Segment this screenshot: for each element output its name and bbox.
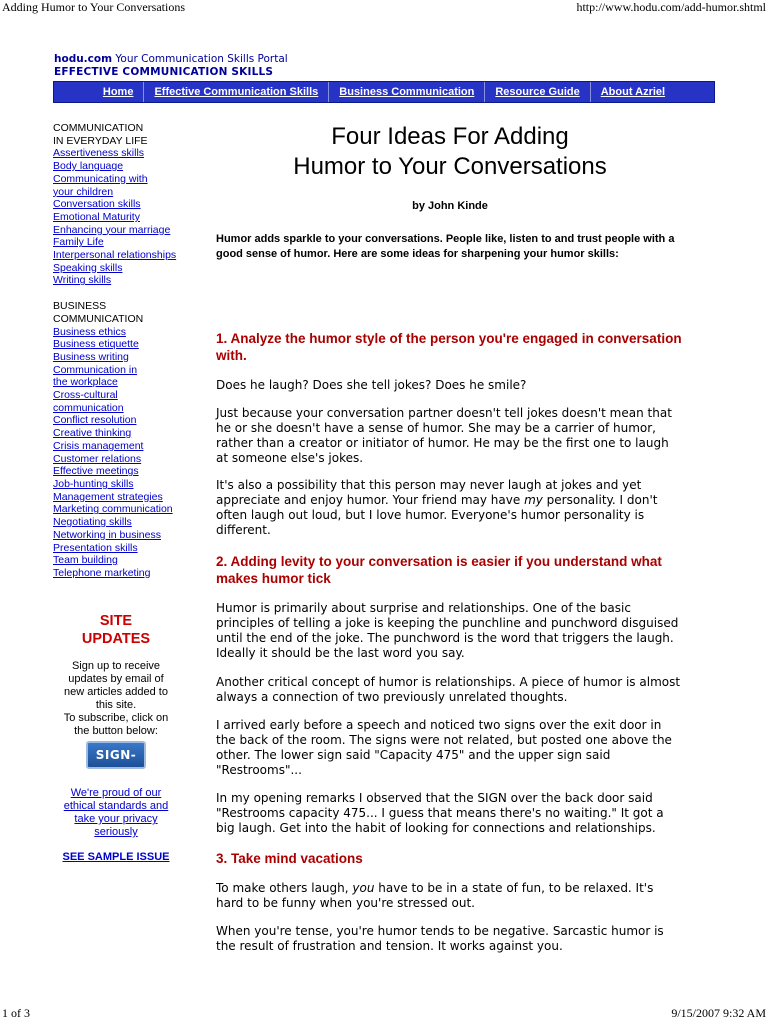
nav-resource-guide[interactable]: Resource Guide — [495, 86, 580, 98]
paragraph: Does he laugh? Does she tell jokes? Does he smile? — [216, 378, 527, 392]
paragraph: Humor is primarily about surprise and relationships. One of the basic principles of telling a joke is keeping the punchline and punchword disguised until the end of the joke. The punchword is the word that triggers the laugh. Ideally it should be the last word you say. — [216, 601, 679, 660]
section-heading-1: 1. Analyze the humor style of the person you're engaged in conversation with. — [216, 331, 682, 363]
nav-divider — [143, 82, 144, 102]
paragraph-text: It's also a possibility that this person may never laugh at jokes and yet appreciate and enjoy humor. Your friend may have — [216, 478, 642, 507]
site-brand[interactable]: hodu.com — [54, 53, 113, 65]
ethics-link[interactable]: seriously — [94, 826, 138, 838]
site-header — [54, 53, 288, 79]
sidebar-link[interactable]: your children — [53, 185, 114, 198]
print-header-title: Adding Humor to Your Conversations — [2, 0, 186, 14]
nav-effective-communication-skills[interactable]: Effective Communication Skills — [154, 86, 319, 98]
sidebar-link[interactable]: Business etiquette — [53, 338, 139, 351]
sidebar-link[interactable]: Creative thinking — [53, 427, 132, 440]
nav-home[interactable]: Home — [102, 86, 134, 98]
sidebar-link[interactable]: Job-hunting skills — [53, 477, 134, 490]
ethics-link[interactable]: take your privacy — [74, 813, 158, 825]
emphasis: you — [352, 881, 375, 895]
print-header — [0, 0, 768, 16]
updates-text: new articles added to — [64, 686, 168, 698]
sidebar-link[interactable]: Family Life — [53, 236, 104, 249]
sidebar-link[interactable]: Management strategies — [53, 490, 163, 503]
updates-title-2: UPDATES — [81, 631, 151, 647]
updates-text: the button below: — [74, 725, 158, 737]
site-subtitle: EFFECTIVE COMMUNICATION SKILLS — [54, 66, 274, 78]
nav-divider — [590, 82, 591, 102]
paragraph-text: personality. I don't often laugh out loud, but I love humor. Everyone's humor personality is different. — [216, 493, 658, 537]
updates-text: Sign up to receive — [71, 660, 161, 672]
sidebar — [53, 122, 183, 580]
section-heading-3: 3. Take mind vacations — [216, 851, 363, 866]
nav-about-azriel[interactable]: About Azriel — [600, 86, 666, 98]
sidebar-link[interactable]: Interpersonal relationships — [53, 249, 177, 262]
site-tagline: Your Communication Skills Portal — [112, 53, 288, 65]
article-title-line-2: Humor to Your Conversations — [293, 153, 607, 180]
sidebar-link[interactable]: Telephone marketing — [53, 566, 151, 579]
sidebar-link[interactable]: Assertiveness skills — [53, 147, 145, 160]
paragraph: When you're tense, you're humor tends to be negative. Sarcastic humor is the result of frustration and tension. It works against you. — [216, 924, 664, 953]
article-intro: Humor adds sparkle to your conversations. People like, listen to and trust people with a good sense of humor. Here are some ideas for sharpening your humor skills: — [216, 233, 675, 260]
site-updates-box — [53, 612, 179, 864]
sidebar-link[interactable]: the workplace — [53, 376, 118, 389]
updates-text: To subscribe, click on — [63, 712, 169, 724]
see-sample-issue-link[interactable]: SEE SAMPLE ISSUE — [62, 851, 170, 863]
sidebar-link[interactable]: Team building — [53, 554, 118, 567]
sidebar-link[interactable]: Writing skills — [53, 274, 112, 287]
signup-button[interactable]: SIGN-UP — [86, 741, 146, 769]
ethics-link[interactable]: ethical standards and — [63, 800, 169, 812]
sidebar-link[interactable]: Business ethics — [53, 325, 126, 338]
sidebar-link[interactable]: Body language — [53, 160, 124, 173]
sidebar-link[interactable]: Communicating with — [53, 172, 148, 185]
updates-text: this site. — [95, 699, 137, 711]
paragraph: I arrived early before a speech and noticed two signs over the exit door in the back of the room. The signs were not related, but posted one above the other. The lower sign said "Capacity 475" and the upper sign said "Restrooms"... — [216, 718, 672, 777]
paragraph-text: have to be in a state of fun, to be relaxed. It's hard to be funny when you're stressed out. — [216, 881, 654, 910]
nav-divider — [484, 82, 485, 102]
sidebar-link[interactable]: Communication in — [53, 363, 138, 376]
article-byline: by John Kinde — [412, 200, 488, 212]
updates-title-1: SITE — [99, 613, 133, 629]
print-footer-datetime: 9/15/2007 9:32 AM — [671, 1006, 766, 1020]
nav-business-communication[interactable]: Business Communication — [339, 86, 475, 98]
sidebar-link[interactable]: Conflict resolution — [53, 414, 137, 427]
sidebar-link[interactable]: Marketing communication — [53, 503, 173, 516]
sidebar-link[interactable]: Negotiating skills — [53, 516, 132, 529]
sidebar-link[interactable]: Emotional Maturity — [53, 210, 140, 223]
paragraph-text: To make others laugh, — [216, 881, 353, 895]
sidebar-link[interactable]: Networking in business — [53, 528, 161, 541]
sidebar-link[interactable]: Crisis management — [53, 439, 144, 452]
paragraph: Another critical concept of humor is relationships. A piece of humor is almost always a connection of two previously unrelated thoughts. — [216, 675, 681, 704]
print-header-url: http://www.hodu.com/add-humor.shtml — [576, 0, 766, 14]
sidebar-link[interactable]: Effective meetings — [53, 465, 139, 478]
sidebar-link[interactable]: Customer relations — [53, 452, 142, 465]
sidebar-link[interactable]: Conversation skills — [53, 198, 141, 211]
sidebar-heading-business-2: COMMUNICATION — [53, 312, 144, 325]
sidebar-link[interactable]: communication — [53, 401, 124, 414]
paragraph — [216, 478, 684, 538]
print-footer — [0, 1006, 768, 1022]
top-nav — [53, 81, 715, 103]
sidebar-link[interactable]: Cross-cultural — [53, 389, 118, 402]
print-footer-page: 1 of 3 — [2, 1006, 30, 1020]
sidebar-link[interactable]: Presentation skills — [53, 541, 138, 554]
paragraph — [216, 881, 684, 911]
sidebar-heading-business: BUSINESS — [53, 300, 107, 313]
emphasis: my — [524, 493, 543, 507]
nav-divider — [328, 82, 329, 102]
sidebar-heading-everyday-2: IN EVERYDAY LIFE — [53, 134, 148, 147]
ethics-link[interactable]: We're proud of our — [70, 787, 162, 799]
sidebar-heading-everyday: COMMUNICATION — [53, 122, 144, 134]
article-title — [216, 122, 684, 182]
sidebar-link[interactable]: Speaking skills — [53, 261, 123, 274]
sidebar-link[interactable]: Business writing — [53, 350, 129, 363]
updates-text: updates by email of — [68, 673, 164, 685]
paragraph: In my opening remarks I observed that the SIGN over the back door said "Restrooms capacity 475... I guess that means there's no waiting." It got a big laugh. Get into the habit of looking for connections and relationships. — [216, 791, 664, 835]
paragraph: Just because your conversation partner doesn't tell jokes doesn't mean that he or she doesn't have a sense of humor. She may be a carrier of humor, rather than a creator or initiator of humor. He may be the first one to laugh at someone else's jokes. — [216, 406, 672, 465]
sidebar-link[interactable]: Enhancing your marriage — [53, 223, 171, 236]
article-title-line-1: Four Ideas For Adding — [331, 123, 569, 150]
sidebar-spacer — [53, 287, 183, 300]
section-heading-2: 2. Adding levity to your conversation is easier if you understand what makes humor tick — [216, 554, 662, 586]
